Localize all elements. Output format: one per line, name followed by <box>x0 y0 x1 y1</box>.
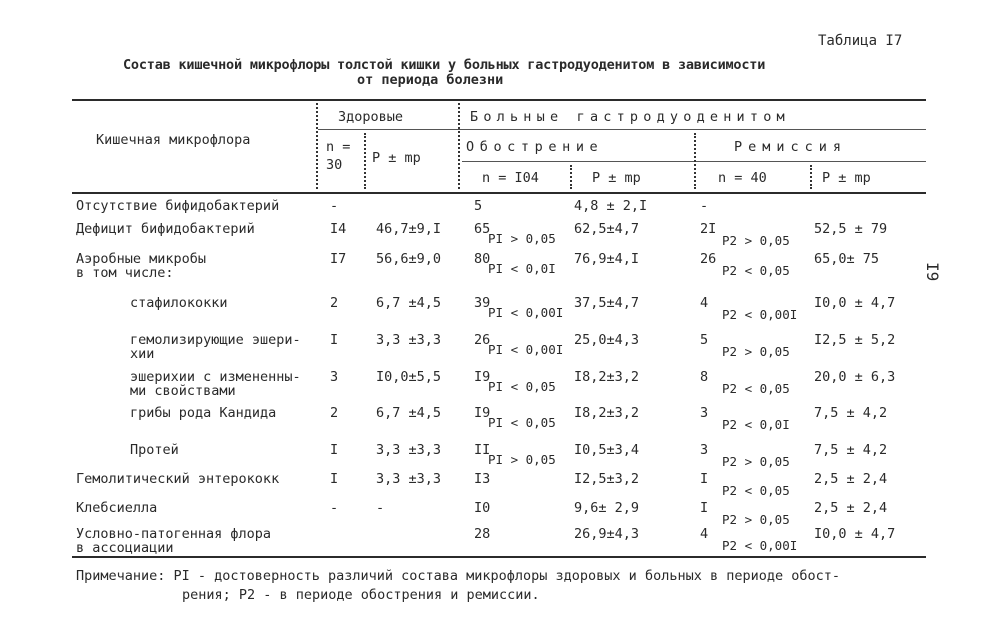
header-patients: Больные гастродуоденитом <box>470 109 790 125</box>
cell-exac-p: PI < 0,05 <box>488 379 556 394</box>
cell-rem-n: - <box>700 198 709 214</box>
row-name: Аэробные микробы <box>76 251 207 267</box>
header-flora: Кишечная микрофлора <box>96 132 251 148</box>
cell-rem-p: P2 > 0,05 <box>722 344 790 359</box>
cell-rem-n: 5 <box>700 332 709 348</box>
cell-rem-pm: 7,5 ± 4,2 <box>814 442 888 458</box>
cell-healthy-pm: - <box>376 500 385 516</box>
row-name-cont: хии <box>130 346 155 362</box>
cell-healthy-n: I4 <box>330 221 347 237</box>
header-n-exacerbation: n = I04 <box>482 170 539 186</box>
cell-exac-pm: 76,9±4,I <box>574 251 640 267</box>
cell-rem-n: 3 <box>700 405 709 421</box>
cell-exac-pm: I8,2±3,2 <box>574 369 640 385</box>
cell-healthy-n: 2 <box>330 295 339 311</box>
cell-healthy-n: I <box>330 471 339 487</box>
cell-exac-n: 28 <box>474 526 491 542</box>
row-name-cont: в том числе: <box>76 265 174 281</box>
col-sep-remission <box>694 133 696 189</box>
row-name: Клебсиелла <box>76 500 158 516</box>
cell-exac-pm: I8,2±3,2 <box>574 405 640 421</box>
cell-healthy-pm: 6,7 ±4,5 <box>376 405 442 421</box>
col-sep-patients <box>458 103 460 189</box>
header-n-healthy: n = 30 <box>326 139 351 173</box>
cell-rem-p: P2 > 0,05 <box>722 512 790 527</box>
cell-rem-pm: 7,5 ± 4,2 <box>814 405 888 421</box>
col-sep-rem-inner <box>810 165 812 189</box>
cell-exac-n: 65 <box>474 221 491 237</box>
header-bottom-rule <box>72 192 926 194</box>
cell-rem-pm: I0,0 ± 4,7 <box>814 295 896 311</box>
cell-exac-n: 26 <box>474 332 491 348</box>
header-rule-1 <box>318 129 926 130</box>
row-name: грибы рода Кандида <box>130 405 277 421</box>
header-n-remission: n = 40 <box>718 170 767 186</box>
cell-rem-p: P2 > 0,05 <box>722 454 790 469</box>
cell-rem-pm: 20,0 ± 6,3 <box>814 369 896 385</box>
row-name: Дефицит бифидобактерий <box>76 221 255 237</box>
cell-rem-pm: 65,0± 75 <box>814 251 880 267</box>
cell-exac-pm: I0,5±3,4 <box>574 442 640 458</box>
col-sep-healthy <box>316 103 318 189</box>
cell-exac-n: I0 <box>474 500 491 516</box>
cell-rem-p: P2 < 0,05 <box>722 263 790 278</box>
col-sep-exac-inner <box>570 165 572 189</box>
row-name: стафилококки <box>130 295 228 311</box>
note-line2: рения; P2 - в периоде обострения и ремиссии. <box>182 587 540 603</box>
cell-healthy-pm: 3,3 ±3,3 <box>376 471 442 487</box>
bottom-rule <box>72 556 926 558</box>
cell-healthy-pm: 46,7±9,I <box>376 221 442 237</box>
cell-exac-n: II <box>474 442 491 458</box>
header-remission: Ремиссия <box>734 139 848 155</box>
cell-rem-pm: 2,5 ± 2,4 <box>814 500 888 516</box>
cell-exac-p: PI < 0,00I <box>488 342 564 357</box>
cell-healthy-pm: I0,0±5,5 <box>376 369 442 385</box>
note-line1: Примечание: PI - достоверность различий состава микрофлоры здоровых и больных в периоде обост- <box>76 568 841 584</box>
cell-exac-n: 5 <box>474 198 483 214</box>
cell-exac-pm: 62,5±4,7 <box>574 221 640 237</box>
cell-rem-n: 26 <box>700 251 717 267</box>
cell-healthy-n: I <box>330 442 339 458</box>
cell-healthy-pm: 3,3 ±3,3 <box>376 442 442 458</box>
cell-rem-p: P2 < 0,00I <box>722 538 798 553</box>
cell-rem-n: 4 <box>700 295 709 311</box>
row-name-cont: ми свойствами <box>130 383 236 399</box>
cell-rem-p: P2 < 0,05 <box>722 381 790 396</box>
cell-rem-p: P2 < 0,0I <box>722 417 790 432</box>
cell-rem-pm: I2,5 ± 5,2 <box>814 332 896 348</box>
row-name: гемолизирующие эшери- <box>130 332 301 348</box>
cell-rem-n: 4 <box>700 526 709 542</box>
cell-exac-p: PI > 0,05 <box>488 231 556 246</box>
cell-healthy-n: - <box>330 500 339 516</box>
cell-rem-n: I <box>700 471 709 487</box>
table-label: Таблица I7 <box>818 33 903 49</box>
header-pm-healthy: P ± mp <box>372 150 421 166</box>
cell-healthy-pm: 3,3 ±3,3 <box>376 332 442 348</box>
cell-rem-n: 3 <box>700 442 709 458</box>
cell-rem-n: 8 <box>700 369 709 385</box>
cell-exac-n: 80 <box>474 251 491 267</box>
cell-rem-n: I <box>700 500 709 516</box>
cell-exac-n: I9 <box>474 369 491 385</box>
row-name: эшерихии с измененны- <box>130 369 301 385</box>
table-title-line1: Состав кишечной микрофлоры толстой кишки у больных гастродуоденитом в зависимости <box>123 57 766 73</box>
header-pm-remission: P ± mp <box>822 170 871 186</box>
cell-exac-pm: I2,5±3,2 <box>574 471 640 487</box>
cell-rem-p: P2 < 0,00I <box>722 307 798 322</box>
cell-exac-pm: 25,0±4,3 <box>574 332 640 348</box>
cell-rem-pm: 2,5 ± 2,4 <box>814 471 888 487</box>
col-sep-healthy-inner <box>364 133 366 189</box>
row-name-cont: в ассоциации <box>76 540 174 556</box>
cell-healthy-n: - <box>330 198 339 214</box>
header-pm-exacerbation: P ± mp <box>592 170 641 186</box>
cell-exac-p: PI < 0,05 <box>488 415 556 430</box>
cell-exac-p: PI > 0,05 <box>488 452 556 467</box>
top-rule <box>72 99 926 101</box>
cell-healthy-n: 2 <box>330 405 339 421</box>
cell-rem-p: P2 > 0,05 <box>722 233 790 248</box>
cell-healthy-n: I7 <box>330 251 347 267</box>
cell-exac-pm: 37,5±4,7 <box>574 295 640 311</box>
row-name: Отсутствие бифидобактерий <box>76 198 280 214</box>
cell-rem-n: 2I <box>700 221 717 237</box>
cell-exac-n: 39 <box>474 295 491 311</box>
header-healthy: Здоровые <box>338 109 404 125</box>
cell-healthy-n: 3 <box>330 369 339 385</box>
row-name: Гемолитический энтерококк <box>76 471 280 487</box>
page-number: I9 <box>923 262 942 282</box>
row-name: Протей <box>130 442 179 458</box>
row-name: Условно-патогенная флора <box>76 526 272 542</box>
cell-rem-p: P2 < 0,05 <box>722 483 790 498</box>
cell-exac-p: PI < 0,00I <box>488 305 564 320</box>
cell-rem-pm: 52,5 ± 79 <box>814 221 888 237</box>
cell-healthy-pm: 6,7 ±4,5 <box>376 295 442 311</box>
cell-exac-n: I9 <box>474 405 491 421</box>
table-title-line2: от периода болезни <box>357 72 504 88</box>
cell-healthy-pm: 56,6±9,0 <box>376 251 442 267</box>
cell-exac-p: PI < 0,0I <box>488 261 556 276</box>
cell-exac-pm: 9,6± 2,9 <box>574 500 640 516</box>
cell-exac-pm: 4,8 ± 2,I <box>574 198 648 214</box>
cell-rem-pm: I0,0 ± 4,7 <box>814 526 896 542</box>
cell-healthy-n: I <box>330 332 339 348</box>
header-exacerbation: Обострение <box>466 139 604 155</box>
cell-exac-n: I3 <box>474 471 491 487</box>
cell-exac-pm: 26,9±4,3 <box>574 526 640 542</box>
